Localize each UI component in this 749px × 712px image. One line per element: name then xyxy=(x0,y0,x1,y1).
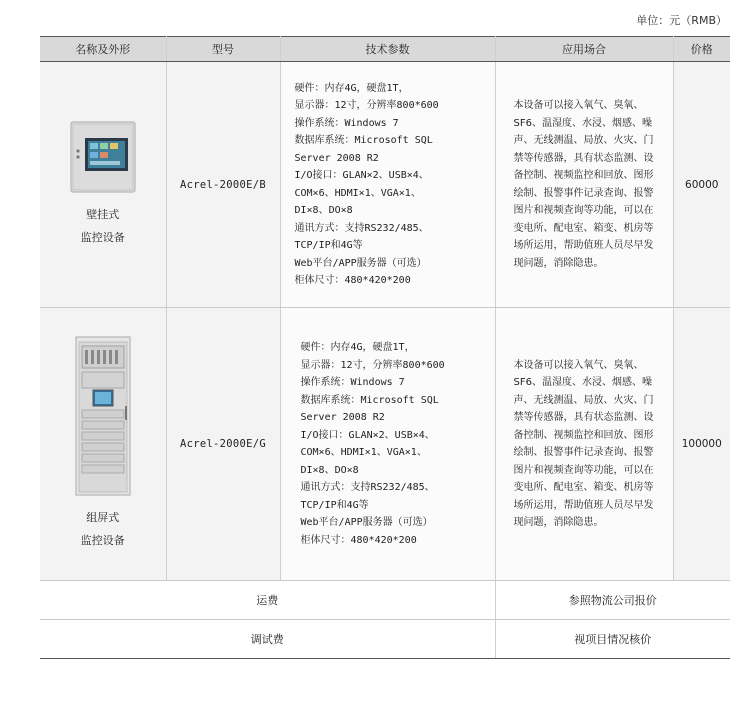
wall-mount-device-image xyxy=(70,121,136,193)
param-line: 柜体尺寸：480*420*200 xyxy=(300,534,417,546)
unit-label: 单位：元（RMB） xyxy=(636,14,727,27)
header-params: 技术参数 xyxy=(280,37,495,62)
param-line: Server 2008 R2 xyxy=(294,152,379,164)
param-line: I/O接口：GLAN×2、USB×4、 xyxy=(294,170,429,181)
scene-cell: 本设备可以接入氧气、臭氧、SF6、温湿度、水浸、烟感、噪声、无线测温、局放、火灾、门禁等传感器，具有状态监测、设备控制、视频监控和回放、图形绘制、报警事件记录查询、报警图片和视频查询等功能，可以在变电所、配电室、箱变、机房等场所运用，帮助值班人员尽早发现问题，消除隐患。 xyxy=(495,308,673,581)
fee-row-shipping xyxy=(40,581,730,620)
name-cell xyxy=(40,62,166,308)
param-line: 操作系统：Windows 7 xyxy=(300,377,405,388)
table-row xyxy=(40,308,730,581)
price-cell: 100000 xyxy=(673,308,730,581)
param-line: TCP/IP和4G等 xyxy=(294,240,363,251)
param-line: Web平台/APP服务器（可选） xyxy=(294,257,427,269)
fee-value: 视项目情况核价 xyxy=(495,620,730,659)
fee-label: 调试费 xyxy=(40,620,495,659)
param-line: Web平台/APP服务器（可选） xyxy=(300,517,433,528)
product-name-line2: 监控设备 xyxy=(80,230,125,244)
param-line: 通讯方式：支持RS232/485、 xyxy=(300,482,435,493)
product-name-line2: 监控设备 xyxy=(80,534,125,547)
params-cell xyxy=(280,308,495,581)
param-line: 通讯方式：支持RS232/485、 xyxy=(294,222,429,234)
param-line: COM×6、HDMI×1、VGA×1、 xyxy=(300,447,427,458)
price-cell: 60000 xyxy=(673,62,730,308)
table-header-row xyxy=(40,37,730,62)
param-line: 显示器：12寸，分辨率800*600 xyxy=(300,359,445,371)
param-line: DI×8、DO×8 xyxy=(300,464,359,476)
header-model: 型号 xyxy=(166,37,280,62)
param-line: 硬件：内存4G，硬盘1T， xyxy=(300,342,415,353)
param-line: DI×8、DO×8 xyxy=(294,205,353,216)
header-price: 价格 xyxy=(673,37,730,62)
param-line: Server 2008 R2 xyxy=(300,412,385,423)
param-line: 操作系统：Windows 7 xyxy=(294,117,399,129)
cabinet-device-image xyxy=(75,336,131,496)
header-scene: 应用场合 xyxy=(495,37,673,62)
model-cell: Acrel-2000E/G xyxy=(166,308,280,581)
price-table xyxy=(40,36,730,659)
params-cell xyxy=(280,62,495,308)
fee-label: 运费 xyxy=(40,581,495,620)
model-cell: Acrel-2000E/B xyxy=(166,62,280,308)
product-name-line1: 壁挂式 xyxy=(86,207,120,221)
fee-value: 参照物流公司报价 xyxy=(495,581,730,620)
product-name-line1: 组屏式 xyxy=(86,511,120,524)
header-name: 名称及外形 xyxy=(40,37,166,62)
param-line: 硬件：内存4G，硬盘1T， xyxy=(294,82,409,94)
param-line: 数据库系统：Microsoft SQL xyxy=(300,394,439,406)
param-line: TCP/IP和4G等 xyxy=(300,499,369,511)
param-line: 显示器：12寸，分辨率800*600 xyxy=(294,100,439,111)
param-line: 柜体尺寸：480*420*200 xyxy=(294,275,411,286)
name-cell xyxy=(40,308,166,581)
param-line: COM×6、HDMI×1、VGA×1、 xyxy=(294,187,421,199)
fee-row-debugging xyxy=(40,620,730,659)
table-row xyxy=(40,62,730,308)
param-line: 数据库系统：Microsoft SQL xyxy=(294,135,433,146)
param-line: I/O接口：GLAN×2、USB×4、 xyxy=(300,429,435,441)
scene-cell: 本设备可以接入氧气、臭氧、SF6、温湿度、水浸、烟感、噪声、无线测温、局放、火灾、门禁等传感器，具有状态监测、设备控制、视频监控和回放、图形绘制、报警事件记录查询、报警图片和视频查询等功能，可以在变电所、配电室、箱变、机房等场所运用，帮助值班人员尽早发现问题，消除隐患。 xyxy=(495,62,673,308)
